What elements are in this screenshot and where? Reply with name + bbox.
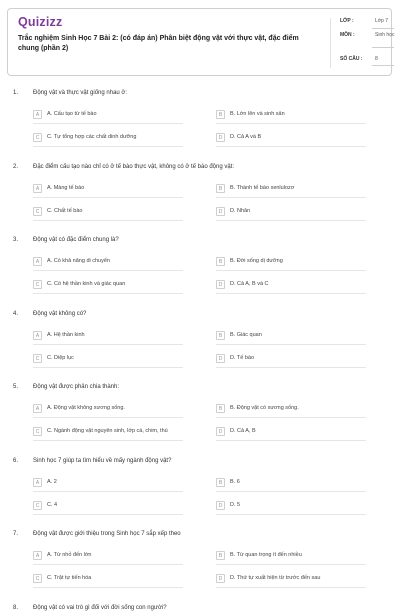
- answer-option-c[interactable]: [33, 354, 183, 368]
- option-underline: [33, 564, 183, 565]
- option-text: B. 6: [230, 478, 240, 485]
- option-text: A. 2: [47, 478, 57, 485]
- option-letter-box[interactable]: C: [33, 354, 42, 363]
- question-number: 1.: [13, 90, 19, 96]
- answer-option-d[interactable]: [216, 280, 366, 294]
- option-letter-box[interactable]: C: [33, 574, 42, 583]
- answer-option-b[interactable]: [216, 184, 366, 198]
- class-label: LỚP :: [340, 18, 354, 24]
- answer-option-c[interactable]: [33, 207, 183, 221]
- option-text: C. Có hệ thần kinh và giác quan: [47, 281, 126, 287]
- subject-value-rule: [372, 47, 394, 48]
- option-letter-box[interactable]: D: [216, 354, 225, 363]
- answer-option-d[interactable]: [216, 207, 366, 221]
- count-value: 8: [375, 56, 378, 62]
- worksheet-title: Trắc nghiệm Sinh Học 7 Bài 2: (có đáp án) Phân biệt động vật với thực vật, đặc điểm chung (phần 2): [18, 35, 299, 53]
- option-letter-box[interactable]: D: [216, 574, 225, 583]
- class-value-rule: [372, 28, 394, 29]
- question-text: Động vật được giới thiệu trong Sinh học 7 sắp xếp theo: [33, 531, 181, 537]
- question-text: Động vật được phân chia thành:: [33, 384, 120, 390]
- quizizz-logo[interactable]: Quizizz: [18, 15, 63, 29]
- option-underline: [33, 440, 183, 441]
- option-letter-box[interactable]: A: [33, 404, 42, 413]
- option-text: C. Diệp lục: [47, 354, 74, 361]
- option-underline: [33, 197, 183, 198]
- option-letter-box[interactable]: C: [33, 207, 42, 216]
- subject-label: MÔN :: [340, 32, 355, 38]
- question-number: 6.: [13, 457, 19, 464]
- option-underline: [216, 220, 366, 221]
- option-text: B. Từ quan trọng ít đến nhiều: [230, 552, 302, 558]
- option-letter-box[interactable]: B: [216, 551, 225, 560]
- option-underline: [33, 514, 183, 515]
- count-value-rule: [372, 65, 394, 66]
- option-letter-box[interactable]: D: [216, 501, 225, 510]
- option-text: D. 5: [230, 501, 241, 508]
- option-text: C. Ngành động vật nguyên sinh, lớp cá, chim, thú: [47, 428, 168, 434]
- option-text: A. Từ nhỏ đến lớn: [47, 552, 92, 558]
- question-number: 8.: [13, 604, 19, 611]
- answer-option-d[interactable]: [216, 133, 366, 147]
- class-value: Lớp 7: [375, 18, 389, 24]
- answer-option-c[interactable]: [33, 133, 183, 147]
- count-label: SỐ CÂU :: [340, 56, 363, 62]
- option-text: D. Tế bào: [230, 354, 255, 361]
- option-underline: [33, 270, 183, 271]
- option-underline: [216, 197, 366, 198]
- option-letter-box[interactable]: B: [216, 184, 225, 193]
- option-text: D. Thứ tự xuất hiện từ trước đến sau: [230, 575, 321, 581]
- option-text: C. Chất tế bào: [47, 207, 83, 214]
- answer-option-a[interactable]: [33, 478, 183, 492]
- option-underline: [33, 367, 183, 368]
- answer-option-b[interactable]: [216, 551, 366, 565]
- question-text: Đặc điểm cấu tạo nào chỉ có ở tế bào thực vật, không có ở tế bào động vật:: [33, 163, 235, 170]
- option-letter-box[interactable]: A: [33, 110, 42, 119]
- option-underline: [216, 123, 366, 124]
- question-text: Động vật có vai trò gì đối với đời sống con người?: [33, 604, 167, 611]
- option-underline: [216, 417, 366, 418]
- option-text: A. Động vật không xương sống.: [47, 405, 125, 411]
- option-underline: [216, 440, 366, 441]
- option-text: B. Lớn lên và sinh sản: [230, 111, 285, 117]
- answer-option-b[interactable]: [216, 257, 366, 271]
- option-text: C. Tự tổng hợp các chất dinh dưỡng: [47, 134, 137, 140]
- option-underline: [33, 146, 183, 147]
- option-underline: [33, 220, 183, 221]
- question-text: Động vật có đặc điểm chung là?: [33, 237, 119, 243]
- option-letter-box[interactable]: C: [33, 133, 42, 142]
- option-letter-box[interactable]: D: [216, 427, 225, 436]
- question-text: Sinh học 7 giúp ta tìm hiểu về mấy ngành động vật?: [33, 457, 172, 464]
- option-letter-box[interactable]: B: [216, 404, 225, 413]
- answer-option-b[interactable]: [216, 404, 366, 418]
- option-letter-box[interactable]: B: [216, 331, 225, 340]
- option-underline: [33, 123, 183, 124]
- option-underline: [216, 293, 366, 294]
- option-letter-box[interactable]: C: [33, 501, 42, 510]
- option-text: A. Màng tế bào: [47, 184, 85, 191]
- option-underline: [216, 587, 366, 588]
- option-letter-box[interactable]: C: [33, 427, 42, 436]
- answer-option-c[interactable]: [33, 501, 183, 515]
- option-letter-box[interactable]: D: [216, 280, 225, 289]
- option-text: A. Có khả năng di chuyển: [47, 258, 110, 264]
- option-underline: [216, 146, 366, 147]
- option-underline: [33, 344, 183, 345]
- option-letter-box[interactable]: A: [33, 551, 42, 560]
- option-text: C. 4: [47, 501, 58, 508]
- option-text: D. Cả A, B và C: [230, 281, 269, 287]
- option-underline: [33, 293, 183, 294]
- answer-option-d[interactable]: [216, 574, 366, 588]
- answer-option-a[interactable]: [33, 257, 183, 271]
- question-text: Động vật không có?: [33, 310, 87, 317]
- option-letter-box[interactable]: A: [33, 478, 42, 487]
- answer-option-d[interactable]: [216, 501, 366, 515]
- answer-option-c[interactable]: [33, 280, 183, 294]
- question-number: 5.: [13, 384, 19, 390]
- option-letter-box[interactable]: A: [33, 331, 42, 340]
- option-letter-box[interactable]: B: [216, 257, 225, 266]
- option-text: B. Động vật có xương sống.: [230, 405, 299, 411]
- option-letter-box[interactable]: D: [216, 133, 225, 142]
- answer-option-a[interactable]: [33, 184, 183, 198]
- option-text: B. Giác quan: [230, 331, 262, 338]
- option-letter-box[interactable]: A: [33, 184, 42, 193]
- option-text: A. Hệ thần kinh: [47, 331, 85, 338]
- option-underline: [216, 344, 366, 345]
- option-letter-box[interactable]: B: [216, 478, 225, 487]
- answer-option-b[interactable]: [216, 110, 366, 124]
- answer-option-c[interactable]: [33, 574, 183, 588]
- question-number: 2.: [13, 163, 19, 170]
- answer-option-d[interactable]: [216, 354, 366, 368]
- option-underline: [216, 270, 366, 271]
- option-underline: [33, 417, 183, 418]
- answer-option-d[interactable]: [216, 427, 366, 441]
- option-underline: [216, 491, 366, 492]
- question-number: 3.: [13, 237, 19, 243]
- option-text: B. Thành tế bào xenlulozơ: [230, 184, 295, 191]
- option-text: D. Cả A và B: [230, 134, 262, 140]
- option-text: B. Đời sống dị dưỡng: [230, 258, 283, 264]
- option-letter-box[interactable]: A: [33, 257, 42, 266]
- option-text: A. Cấu tạo từ tế bào: [47, 111, 97, 117]
- option-text: D. Nhân: [230, 207, 251, 214]
- answer-option-b[interactable]: [216, 478, 366, 492]
- header-divider: [330, 18, 331, 68]
- answer-option-a[interactable]: [33, 404, 183, 418]
- option-underline: [33, 491, 183, 492]
- question-number: 4.: [13, 310, 19, 317]
- question-number: 7.: [13, 531, 19, 537]
- question-text: Động vật và thực vật giống nhau ở:: [33, 90, 128, 96]
- option-underline: [33, 587, 183, 588]
- option-underline: [216, 367, 366, 368]
- answer-option-c[interactable]: [33, 427, 183, 441]
- subject-value: Sinh học: [375, 32, 395, 38]
- option-letter-box[interactable]: D: [216, 207, 225, 216]
- answer-option-b[interactable]: [216, 331, 366, 345]
- option-underline: [216, 514, 366, 515]
- option-letter-box[interactable]: C: [33, 280, 42, 289]
- option-underline: [216, 564, 366, 565]
- option-text: C. Trật tự tiến hóa: [47, 575, 92, 581]
- answer-option-a[interactable]: [33, 551, 183, 565]
- option-letter-box[interactable]: B: [216, 110, 225, 119]
- answer-option-a[interactable]: [33, 331, 183, 345]
- option-text: D. Cả A, B: [230, 428, 256, 434]
- worksheet-header: [7, 8, 395, 76]
- answer-option-a[interactable]: [33, 110, 183, 124]
